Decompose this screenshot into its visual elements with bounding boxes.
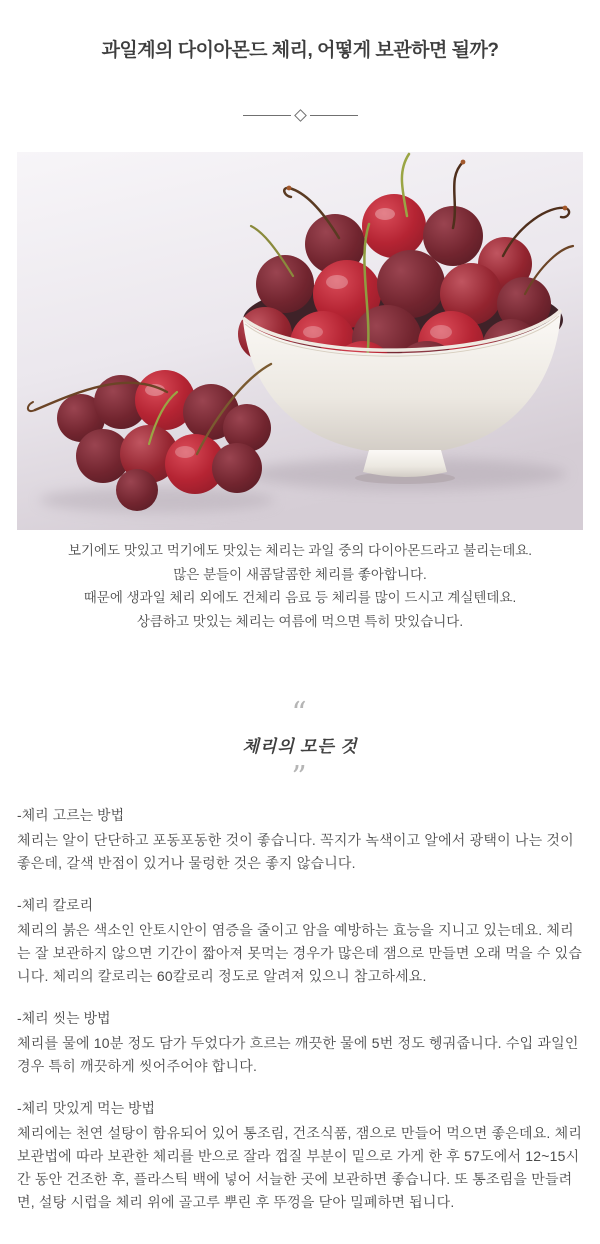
ornamental-divider: [0, 108, 600, 122]
intro-paragraph: [0, 539, 600, 633]
quote-text: 체리의 모든 것: [242, 737, 358, 756]
article-page: [0, 38, 600, 1214]
intro-line: 많은 분들이 새콤달콤한 체리를 좋아합니다.: [173, 566, 427, 582]
intro-line: 보기에도 맛있고 먹기에도 맛있는 체리는 과일 중의 다이아몬드라고 불리는데요.: [67, 543, 533, 558]
section-heading: -체리 씻는 방법: [17, 1010, 111, 1026]
section-choosing-cherries: [17, 805, 583, 875]
section-body: 체리에는 천연 설탕이 함유되어 있어 통조림, 건조식품, 잼으로 만들어 먹으면 좋은데요. 체리 보관법에 따라 보관한 체리를 반으로 잘라 껍질 부분이 밑으로 가게 한 후 57도에서 12~15시간 동안 건조한 후, 플라스틱 백에 넣어 서늘한 곳에 보관하면 좋습니다. 또 통조림을 만들려면, 설탕 시럽을 체리 위에 골고루 뿌린 후 뚜껑을 닫아 밀폐하면 됩니다.: [17, 1125, 583, 1210]
divider-line-right: [310, 115, 358, 116]
section-heading: -체리 맛있게 먹는 방법: [17, 1100, 156, 1116]
cherry-photo: [17, 152, 583, 530]
intro-line: 때문에 생과일 체리 외에도 건체리 음료 등 체리를 많이 드시고 계실텐데요.: [83, 590, 517, 605]
article-body: [17, 805, 583, 1214]
section-heading: -체리 칼로리: [17, 897, 94, 913]
section-washing-cherries: [17, 1008, 583, 1078]
section-cherry-calories: [17, 895, 583, 988]
section-body: 체리는 알이 단단하고 포동포동한 것이 좋습니다. 꼭지가 녹색이고 알에서 광택이 나는 것이 좋은데, 갈색 반점이 있거나 물렁한 것은 좋지 않습니다.: [17, 832, 574, 871]
open-quote-icon: “: [291, 696, 309, 731]
quote-block: [0, 696, 600, 795]
cherry-photo-illustration: [17, 152, 583, 530]
diamond-icon: [294, 109, 307, 122]
close-quote-icon: ”: [291, 760, 309, 795]
intro-line: 상큼하고 맛있는 체리는 여름에 먹으면 특히 맛있습니다.: [136, 613, 464, 629]
section-heading: -체리 고르는 방법: [17, 807, 125, 823]
page-title: 과일계의 다이아몬드 체리, 어떻게 보관하면 될까?: [101, 40, 499, 61]
section-body: 체리를 물에 10분 정도 담가 두었다가 흐르는 깨끗한 물에 5번 정도 헹궈줍니다. 수입 과일인 경우 특히 깨끗하게 씻어주어야 합니다.: [17, 1035, 579, 1074]
section-body: 체리의 붉은 색소인 안토시안이 염증을 줄이고 암을 예방하는 효능을 지니고 있는데요. 체리는 잘 보관하지 않으면 기간이 짧아져 못먹는 경우가 많은데 잼으로 만들면 오래 먹을 수 있습니다. 체리의 칼로리는 60칼로리 정도로 알려져 있으니 참고하세요.: [17, 922, 583, 984]
section-eating-cherries: [17, 1098, 583, 1214]
divider-line-left: [243, 115, 291, 116]
